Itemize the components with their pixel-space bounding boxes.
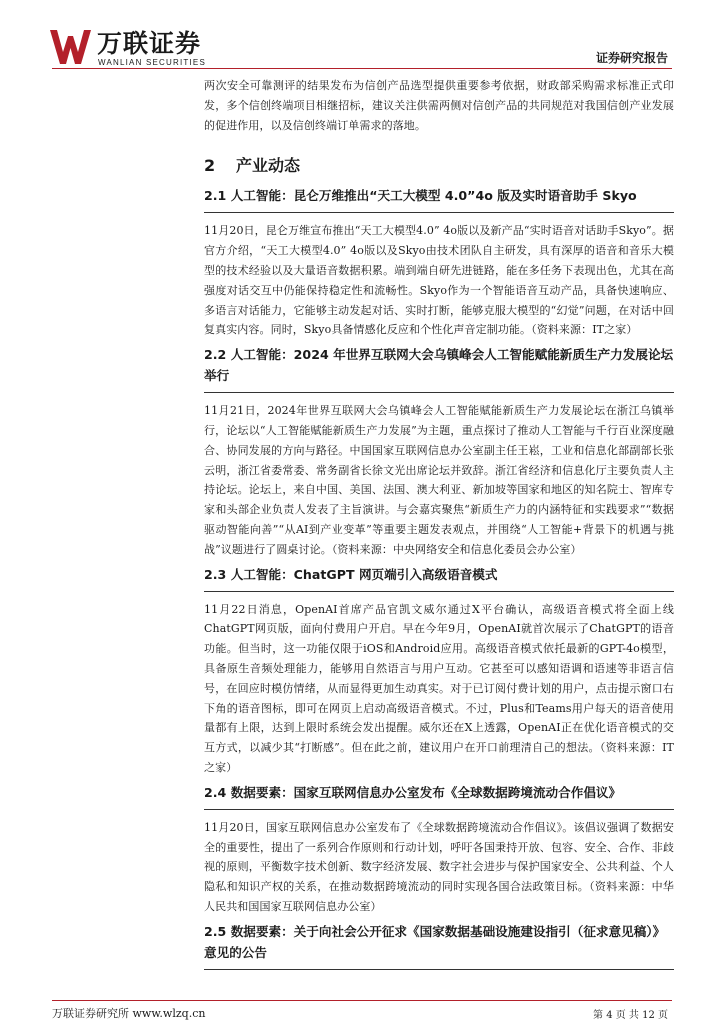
subsection-title: 人工智能：昆仑万维推出“天工大模型 4.0”4o 版及实时语音助手 Skyo [230, 188, 637, 204]
logo-chinese-name: 万联证券 [97, 29, 202, 58]
subsection-heading [204, 564, 674, 585]
subsection-body: 11月20日，昆仑万维宣布推出“天工大模型4.0” 4o版以及新产品“实时语音对话助手Skyo”。据官方介绍，“天工大模型4.0” 4o版以及Skyo由技术团队自主研发，具有深厚的语音和音乐大模型的技术经验以及大量语音数据积累。端到端自研先进链路，能在多任务下表现出色，尤其在高强度对话交互中仍能保持稳定性和流畅性。Skyo作为一个智能语音互动产品，具备快速响应、多语言对话能力，它能够主动发起对话、实时打断，能够克服大模型的“幻觉”问题，在对话中回复真实内容。同时，Skyo具备情感化反应和个性化声音定制功能。（资料来源：IT之家） [204, 224, 674, 337]
subsection-divider [204, 969, 674, 970]
header-divider [52, 68, 672, 69]
intro-paragraph: 两次安全可靠测评的结果发布为信创产品选型提供重要参考依据，财政部采购需求标准正式印发，多个信创终端项目相继招标，建议关注供需两侧对信创产品的共同规范对我国信创产业发展的促进作用，以及信创终端订单需求的落地。 [204, 79, 674, 132]
wanlian-logo-icon [50, 30, 92, 64]
subsection-divider [204, 212, 674, 213]
page-header [0, 0, 724, 74]
subsection-number: 2.5 [204, 923, 227, 939]
subsection-heading [204, 782, 674, 803]
subsection-number: 2.1 [204, 188, 227, 204]
report-type-label: 证券研究报告 [595, 51, 668, 65]
subsection-title: 数据要素：关于向社会公开征求《国家数据基础设施建设指引（征求意见稿）》意见的公告 [204, 923, 666, 960]
subsection-divider [204, 809, 674, 810]
subsection-2-5 [204, 921, 674, 970]
subsection-number: 2.2 [204, 347, 227, 363]
subsection-2-2 [204, 344, 674, 559]
subsection-body: 11月21日，2024年世界互联网大会乌镇峰会人工智能赋能新质生产力发展论坛在浙江乌镇举行，论坛以“人工智能赋能新质生产力发展”为主题，重点探讨了推动人工智能与千行百业深度融合、协同发展的方向与路径。中国国家互联网信息办公室副主任王崧，工业和信息化部副部长张云明，浙江省委常委、常务副省长徐文光出席论坛并致辞。浙江省经济和信息化厅主要负责人主持论坛。论坛上，来自中国、美国、法国、澳大利亚、新加坡等国家和地区的知名院士、智库专家和头部企业负责人发表了主旨演讲。与会嘉宾聚焦“新质生产力的内涵特征和实践要求”“数据驱动智能向善”“从AI到产业变革”等重要主题发表观点，并围绕“人工智能+背景下的机遇与挑战”议题进行了圆桌讨论。（资料来源：中央网络安全和信息化委员会办公室） [204, 404, 674, 556]
subsection-title: 数据要素：国家互联网信息办公室发布《全球数据跨境流动合作倡议》 [230, 784, 622, 800]
subsection-number: 2.3 [204, 566, 227, 582]
footer-divider [52, 1000, 672, 1001]
page-number: 第 4 页 共 12 页 [593, 1010, 668, 1021]
subsection-heading [204, 344, 674, 386]
logo-english-name: WANLIAN SECURITIES [98, 58, 206, 67]
subsection-body: 11月20日，国家互联网信息办公室发布了《全球数据跨境流动合作倡议》。该倡议强调了数据安全的重要性，提出了一系列合作原则和行动计划，呼吁各国秉持开放、包容、安全、合作、非歧视的原则，平衡数字技术创新、数字经济发展、数字社会进步与保护国家安全、公共利益、个人隐私和知识产权的关系，在推动数据跨境流动的同时实现各国合法政策目标。（资料来源：中华人民共和国国家互联网信息办公室） [204, 820, 674, 913]
subsection-heading [204, 921, 674, 963]
subsection-divider [204, 591, 674, 592]
subsection-heading [204, 185, 674, 206]
footer-source: 万联证券研究所 www.wlzq.cn [52, 1007, 206, 1020]
subsection-title: 人工智能：2024 年世界互联网大会乌镇峰会人工智能赋能新质生产力发展论坛举行 [204, 347, 674, 384]
subsection-number: 2.4 [204, 784, 227, 800]
main-content [204, 74, 674, 978]
section-number: 2 [204, 156, 216, 176]
subsection-divider [204, 392, 674, 393]
section-title: 产业动态 [236, 156, 301, 176]
subsection-title: 人工智能：ChatGPT 网页端引入高级语音模式 [230, 566, 498, 582]
subsection-2-3 [204, 564, 674, 778]
subsection-2-4 [204, 782, 674, 917]
section-heading [204, 155, 674, 177]
subsection-body: 11月22日消息，OpenAI首席产品官凯文威尔通过X平台确认，高级语音模式将全面上线ChatGPT网页版，面向付费用户开启。早在今年9月，OpenAI就首次展示了ChatGPT的语音功能。但当时，这一功能仅限于iOS和Android应用。高级语音模式依托最新的GPT-4o模型，具备原生音频处理能力，能够用自然语言与用户互动。它甚至可以感知语调和语速等非语言信号，在回应时模仿情绪，从而显得更加生动真实。对于已订阅付费计划的用户，点击提示窗口右下角的语音图标，即可在网页上启动高级语音模式。不过，Plus和Teams用户每天的语音使用量都有上限，达到上限时系统会发出提醒。威尔还在X上透露，OpenAI正在优化语音模式的交互方式，以减少其“打断感”。但在此之前，建议用户在开口前理清自己的想法。（资料来源：IT之家） [204, 602, 674, 774]
subsection-2-1 [204, 185, 674, 340]
